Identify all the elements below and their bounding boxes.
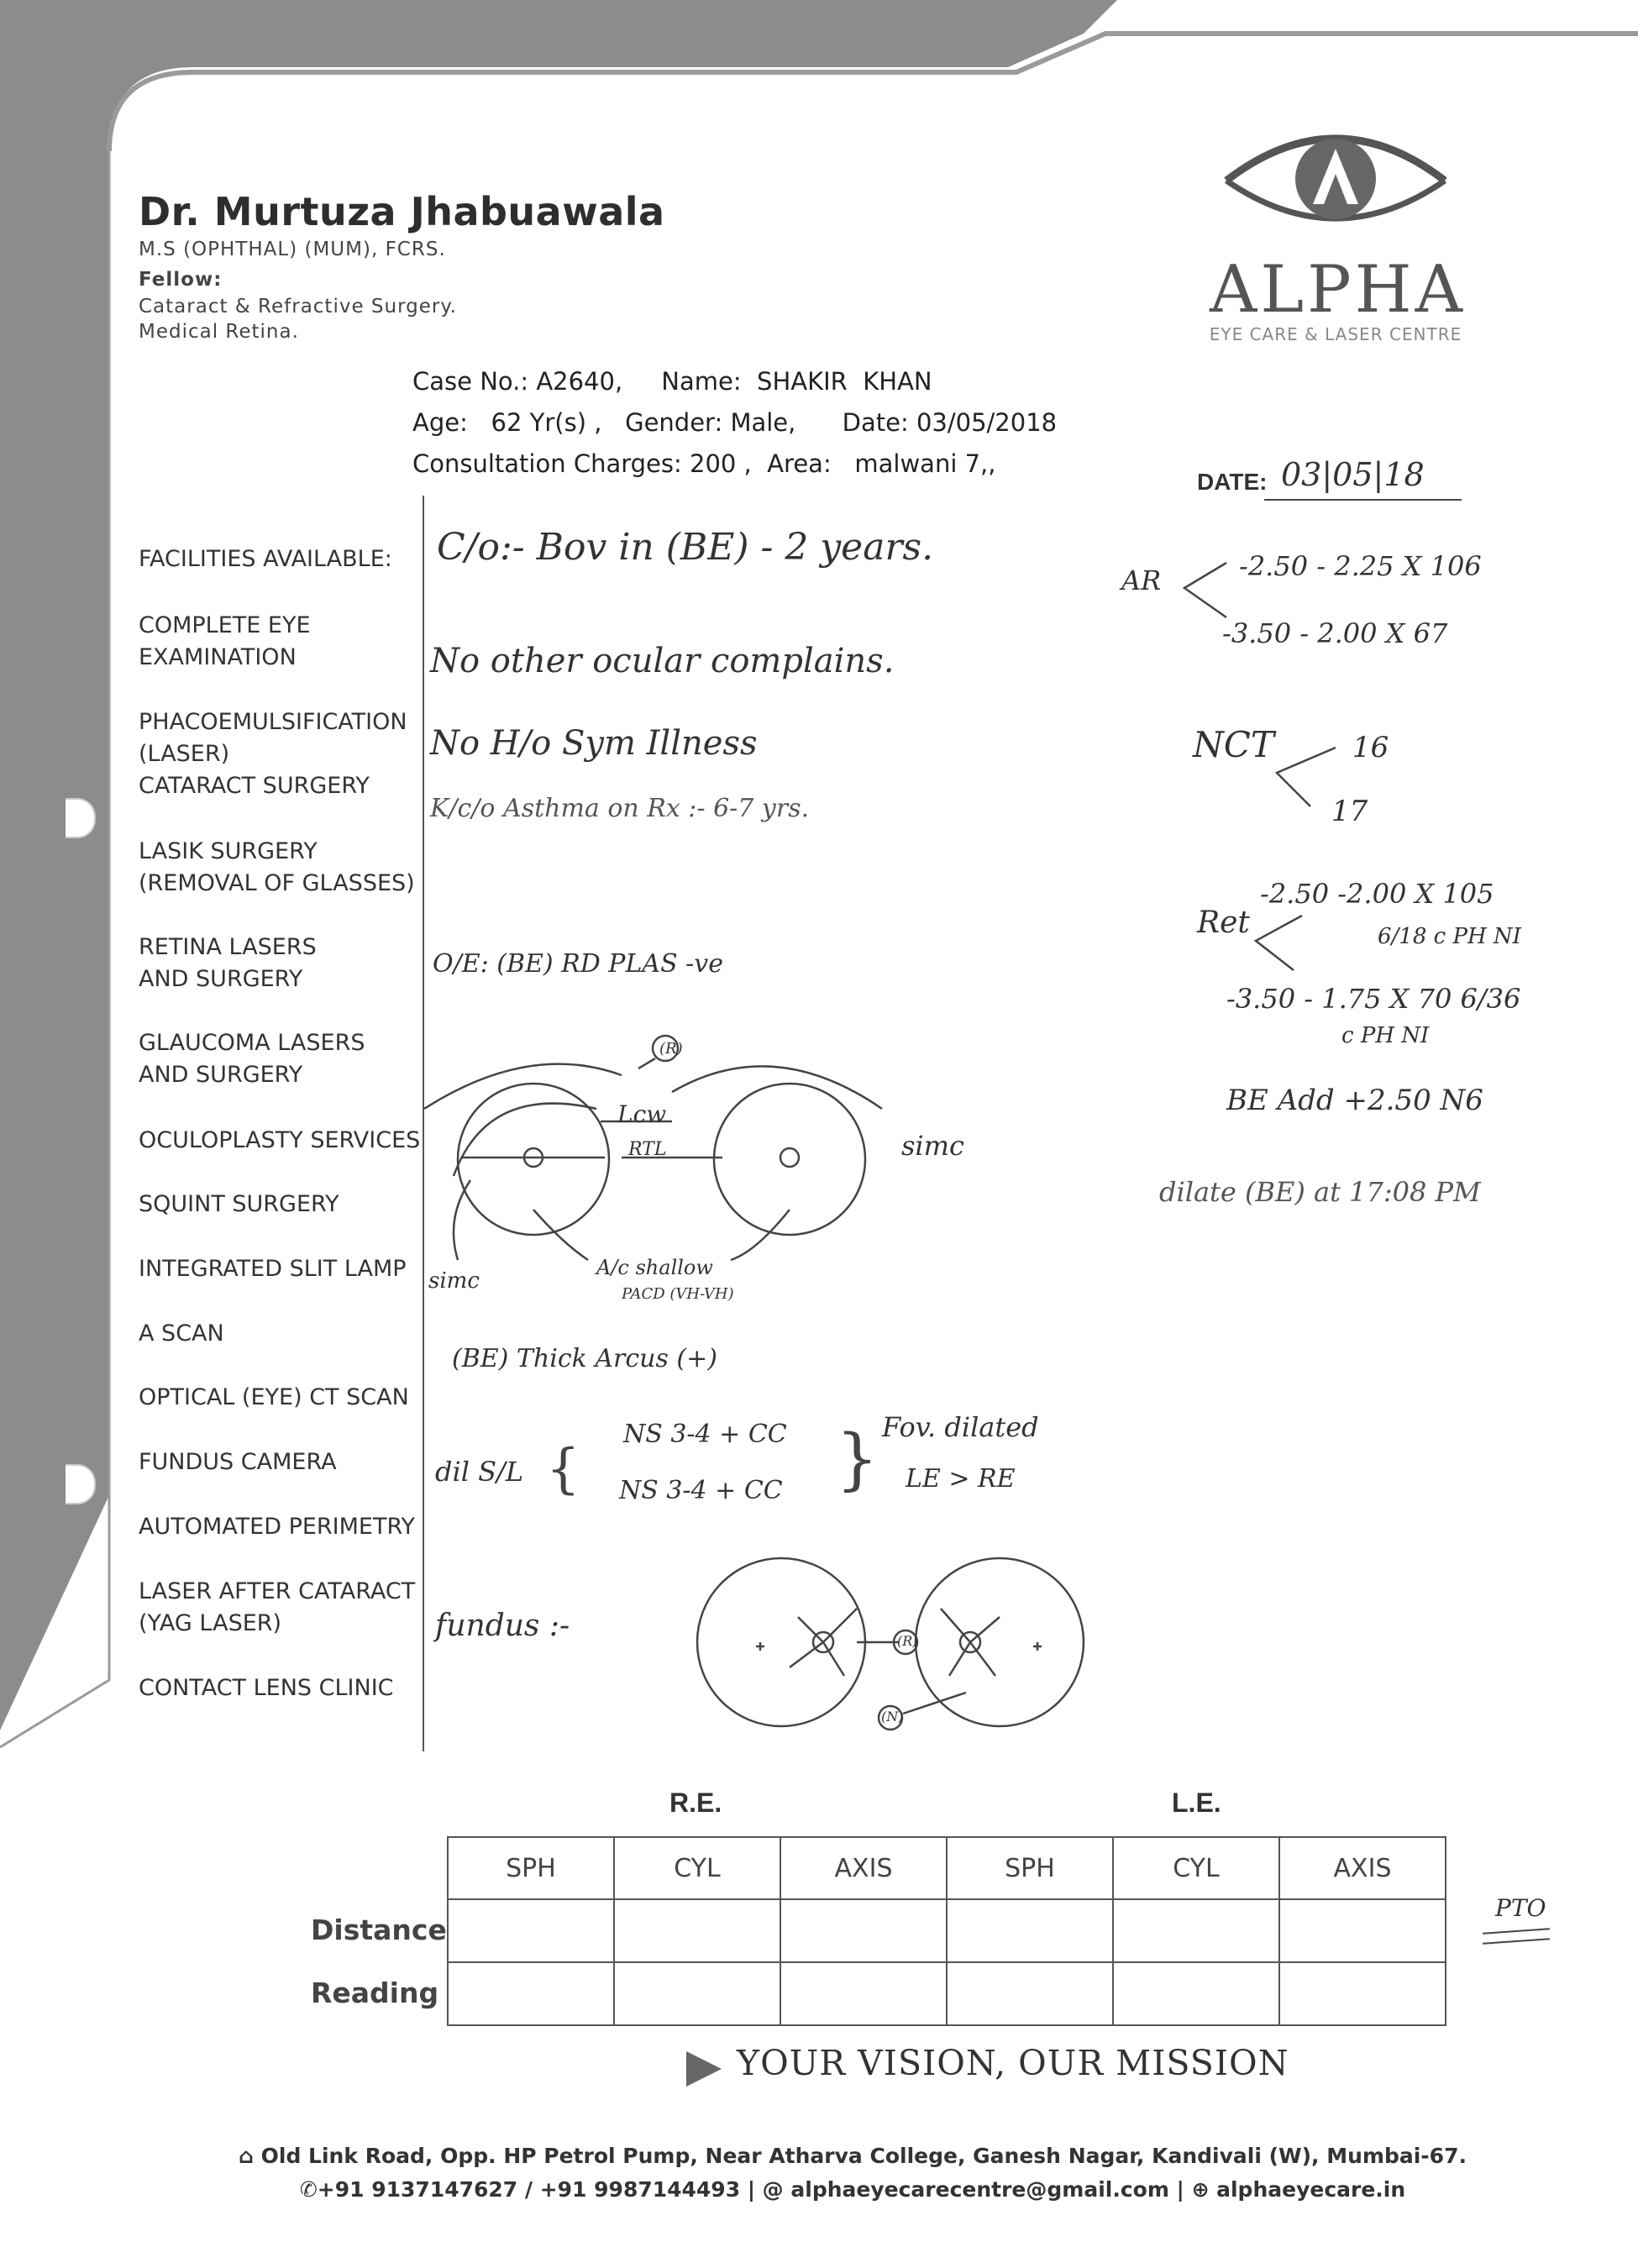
note-dil-sl: dil S/L (435, 1456, 524, 1488)
nct-le: 17 (1331, 795, 1368, 828)
header-axis-le: AXIS (1279, 1837, 1446, 1899)
footer-website: alphaeyecare.in (1216, 2177, 1406, 2202)
ret-bracket (1243, 907, 1310, 974)
ar-label: AR (1121, 564, 1162, 596)
footer-email: alphaeyecarecentre@gmail.com (790, 2177, 1169, 2202)
note-ns-le: NS 3-4 + CC (619, 1476, 783, 1505)
note-oe: O/E: (BE) RD PLAS -ve (433, 949, 724, 979)
table-cell (614, 1899, 780, 1962)
nct-bracket (1264, 731, 1340, 815)
footer-contact-line: ✆+91 9137147627 / +91 9987144493 | @ alphaeyecarecentre@gmail.com | ⊕ alphaeyecare.in (299, 2177, 1406, 2202)
table-cell (1113, 1899, 1279, 1962)
facility-item: LASIK SURGERY (REMOVAL OF GLASSES) (139, 838, 415, 896)
table-cell (448, 1899, 614, 1962)
facility-item: AUTOMATED PERIMETRY (139, 1514, 416, 1540)
table-cell (780, 1899, 947, 1962)
le-label: L.E. (1172, 1788, 1221, 1818)
brace-right: } (836, 1420, 879, 1498)
facility-item: FUNDUS CAMERA (139, 1449, 337, 1475)
prescription-table (447, 1836, 1446, 2026)
anterior-segment-sketch (420, 1016, 1058, 1319)
facility-item: LASER AFTER CATARACT (YAG LASER) (139, 1578, 416, 1636)
facilities-title: FACILITIES AVAILABLE: (139, 546, 392, 572)
table-row (448, 1899, 1446, 1962)
date-value: 03|05|18 (1281, 456, 1425, 493)
date-label: DATE: (1197, 469, 1268, 495)
facility-item: PHACOEMULSIFICATION (LASER) CATARACT SURGERY (139, 709, 407, 799)
note-le-re: LE > RE (906, 1464, 1016, 1494)
facility-item: CONTACT LENS CLINIC (139, 1675, 394, 1701)
facility-item: OCULOPLASTY SERVICES (139, 1127, 421, 1153)
facility-item: COMPLETE EYE EXAMINATION (139, 612, 311, 670)
fundus-label-r: (R) (897, 1633, 918, 1649)
ret-re-va: 6/18 c PH NI (1378, 924, 1521, 949)
footer-phones: +91 9137147627 / +91 9987144493 (317, 2177, 741, 2202)
ar-bracket (1176, 554, 1235, 622)
footer-address: Old Link Road, Opp. HP Petrol Pump, Near Atharva College, Ganesh Nagar, Kandivali (W), Mumbai-67. (260, 2144, 1467, 2168)
note-iris: (BE) Thick Arcus (+) (452, 1344, 717, 1373)
re-label: R.E. (669, 1788, 722, 1818)
note-complaint: C/o:- Bov in (BE) - 2 years. (437, 526, 934, 569)
date-underline (1264, 499, 1462, 501)
note-fundus: fundus :- (435, 1609, 570, 1643)
case-line-1: Case No.: A2640, Name: SHAKIR KHAN (412, 367, 932, 396)
ret-le: -3.50 - 1.75 X 70 6/36 (1226, 983, 1521, 1015)
table-row (448, 1962, 1446, 2025)
note-fov: Fov. dilated (882, 1411, 1039, 1443)
facility-item: INTEGRATED SLIT LAMP (139, 1256, 407, 1282)
ar-re: -2.50 - 2.25 X 106 (1239, 550, 1482, 582)
ret-le-va: c PH NI (1341, 1023, 1430, 1048)
ret-label: Ret (1197, 906, 1250, 940)
note-pto: PTO (1495, 1894, 1546, 1922)
footer-address-line (0, 2144, 1638, 2168)
ret-re: -2.50 -2.00 X 105 (1260, 878, 1494, 910)
brace-left: { (546, 1438, 580, 1500)
phone-icon: ✆ (299, 2177, 318, 2202)
ar-le: -3.50 - 2.00 X 67 (1222, 617, 1448, 649)
row-label-distance: Distance (311, 1914, 447, 1946)
diagram-label-r: (R) (659, 1040, 683, 1058)
note-ocular: No other ocular complains. (430, 642, 895, 680)
row-label-reading: Reading (311, 1977, 439, 2009)
globe-icon: ⊕ (1191, 2177, 1217, 2202)
note-systemic: No H/o Sym Illness (430, 724, 758, 763)
diagram-label-simc-left: simc (428, 1268, 480, 1294)
fellowship-line-2: Medical Retina. (139, 321, 299, 343)
facility-item: A SCAN (139, 1320, 224, 1347)
diagram-label-lcw: Lcw (617, 1100, 667, 1128)
home-icon: ⌂ (239, 2144, 261, 2168)
email-icon: @ (762, 2177, 791, 2202)
case-line-3: Consultation Charges: 200 , Area: malwani 7,, (412, 449, 996, 478)
note-ns-re: NS 3-4 + CC (623, 1420, 787, 1449)
facility-item: SQUINT SURGERY (139, 1191, 339, 1217)
header-cyl-le: CYL (1113, 1837, 1279, 1899)
header-cyl-re: CYL (614, 1837, 780, 1899)
table-cell (947, 1962, 1113, 2025)
header-sph-re: SPH (448, 1837, 614, 1899)
case-line-2: Age: 62 Yr(s) , Gender: Male, Date: 03/05/2018 (412, 408, 1058, 437)
clinic-subtitle: EYE CARE & LASER CENTRE (1209, 324, 1462, 344)
table-cell (448, 1962, 614, 2025)
nct-re: 16 (1352, 731, 1389, 764)
clinic-tagline: YOUR VISION, OUR MISSION (737, 2043, 1289, 2083)
play-arrow-icon (685, 2050, 723, 2088)
table-header-row (448, 1837, 1446, 1899)
facility-item: RETINA LASERS AND SURGERY (139, 934, 317, 992)
nct-label: NCT (1193, 724, 1274, 765)
note-asthma: K/c/o Asthma on Rx :- 6-7 yrs. (430, 794, 810, 823)
facility-item: OPTICAL (EYE) CT SCAN (139, 1384, 409, 1410)
fellow-label: Fellow: (139, 269, 223, 291)
table-cell (1113, 1962, 1279, 2025)
diagram-label-simc-right: simc (901, 1130, 964, 1162)
eye-logo-icon (1214, 113, 1457, 239)
fundus-label-n: (N) (881, 1709, 904, 1725)
doctor-name: Dr. Murtuza Jhabuawala (139, 189, 665, 234)
table-cell (780, 1962, 947, 2025)
note-add: BE Add +2.50 N6 (1226, 1084, 1483, 1117)
diagram-label-rtl: RTL (628, 1139, 667, 1160)
diagram-label-ac: A/c shallow (596, 1256, 713, 1279)
clinic-name: ALPHA (1210, 252, 1466, 328)
table-cell (1279, 1899, 1446, 1962)
table-cell (614, 1962, 780, 2025)
doctor-qualification: M.S (OPHTHAL) (MUM), FCRS. (139, 239, 446, 260)
note-dilate: dilate (BE) at 17:08 PM (1159, 1176, 1481, 1208)
header-sph-le: SPH (947, 1837, 1113, 1899)
diagram-label-paco: PACD (VH-VH) (622, 1285, 734, 1303)
table-cell (1279, 1962, 1446, 2025)
fellowship-line-1: Cataract & Refractive Surgery. (139, 296, 457, 318)
table-cell (947, 1899, 1113, 1962)
header-axis-re: AXIS (780, 1837, 947, 1899)
facility-item: GLAUCOMA LASERS AND SURGERY (139, 1030, 365, 1088)
